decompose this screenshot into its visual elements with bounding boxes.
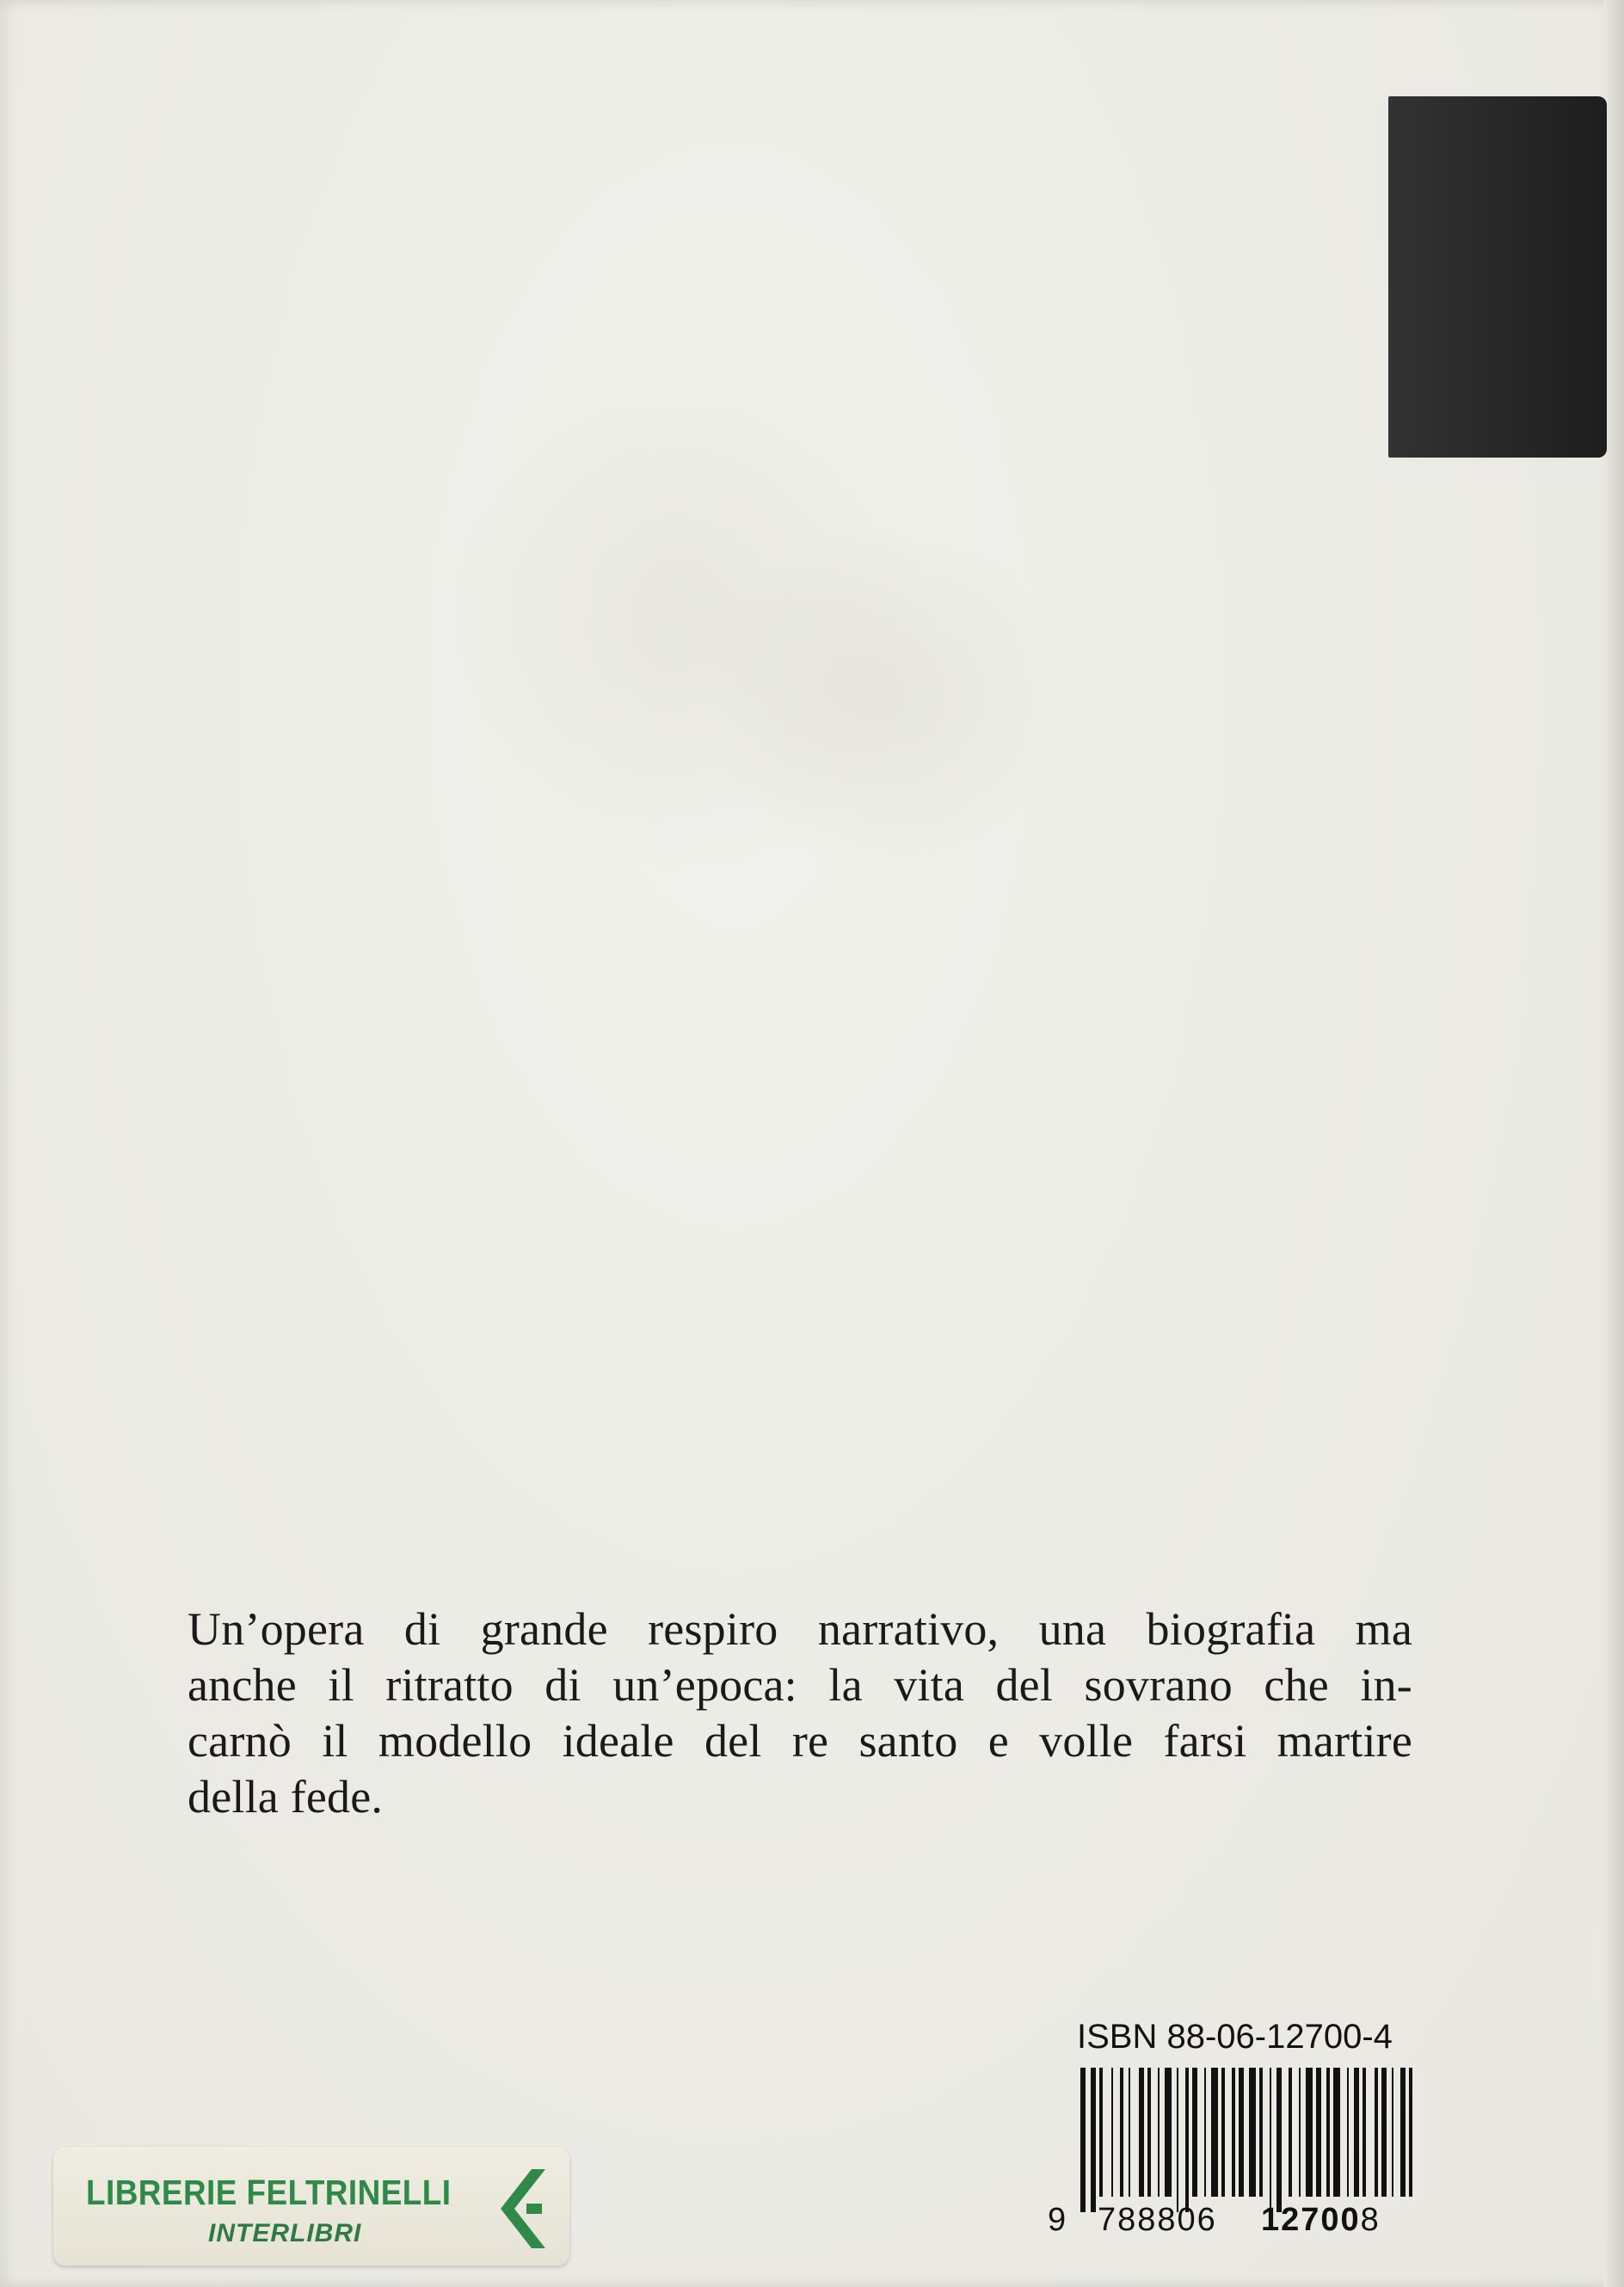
barcode-bar (1333, 2068, 1340, 2197)
barcode-bar (1326, 2068, 1330, 2197)
barcode-bar (1306, 2068, 1313, 2197)
barcode-bar (1120, 2068, 1123, 2197)
barcode-bar (1165, 2068, 1172, 2197)
blurb-line: Un’opera di grande respiro narrativo, una biografia ma (188, 1603, 1412, 1655)
barcode-bar (1080, 2068, 1086, 2212)
barcode-bar (1147, 2068, 1151, 2197)
barcode-left-digits: 788806 (1098, 2202, 1217, 2238)
sticker-subtitle: INTERLIBRI (208, 2219, 362, 2247)
barcode-bar (1375, 2068, 1378, 2197)
sticker-title: LIBRERIE FELTRINELLI (86, 2173, 452, 2212)
barcode-bar (1091, 2068, 1096, 2212)
blurb-line: carnò il modello ideale del re santo e volle farsi martire (188, 1715, 1412, 1767)
barcode-right-digits (1261, 2202, 1381, 2239)
barcode-bar (1270, 2068, 1271, 2212)
barcode-bar (1158, 2068, 1160, 2197)
barcode-bar (1111, 2068, 1113, 2197)
barcode-bar (1192, 2068, 1197, 2197)
barcode-bar (1354, 2068, 1359, 2197)
barcode-bar (1400, 2068, 1406, 2197)
barcode-bar (1299, 2068, 1301, 2197)
barcode-tail-digit: 8 (1360, 2202, 1381, 2238)
barcode-bar (1232, 2068, 1235, 2197)
blurb-line: anche il ritratto di un’epoca: la vita del sovrano che in- (188, 1659, 1412, 1711)
barcode-bar (1347, 2068, 1349, 2197)
barcode-bar (1099, 2068, 1103, 2197)
barcode-bar (1363, 2068, 1366, 2197)
feltrinelli-f-icon (492, 2166, 552, 2252)
barcode-bar (1239, 2068, 1244, 2197)
barcode-bar (1129, 2068, 1130, 2197)
barcode-bar (1259, 2068, 1263, 2197)
barcode-bar (1221, 2068, 1225, 2197)
bookstore-sticker (53, 2147, 569, 2265)
cover-stain (705, 516, 1067, 877)
barcode-bar (1392, 2068, 1393, 2197)
barcode-bar (1204, 2068, 1206, 2197)
barcode (1077, 2068, 1421, 2212)
barcode-bar (1289, 2068, 1292, 2197)
blurb-text (188, 1602, 1412, 1825)
barcode-digits (1041, 2202, 1419, 2245)
isbn-label: ISBN 88-06-12700-4 (1077, 2018, 1393, 2056)
barcode-bold-digits: 12700 (1261, 2202, 1361, 2238)
barcode-bar (1276, 2068, 1282, 2212)
barcode-first-digit: 9 (1048, 2202, 1067, 2238)
blurb-line: della fede. (188, 1771, 384, 1823)
dark-spine-tab (1388, 96, 1607, 458)
barcode-bar (1316, 2068, 1321, 2197)
barcode-bar (1139, 2068, 1144, 2197)
barcode-bar (1409, 2068, 1412, 2197)
barcode-bar (1211, 2068, 1218, 2197)
barcode-bar (1381, 2068, 1387, 2197)
barcode-bar (1177, 2068, 1178, 2212)
barcode-bar (1249, 2068, 1256, 2197)
barcode-bar (1185, 2068, 1189, 2212)
